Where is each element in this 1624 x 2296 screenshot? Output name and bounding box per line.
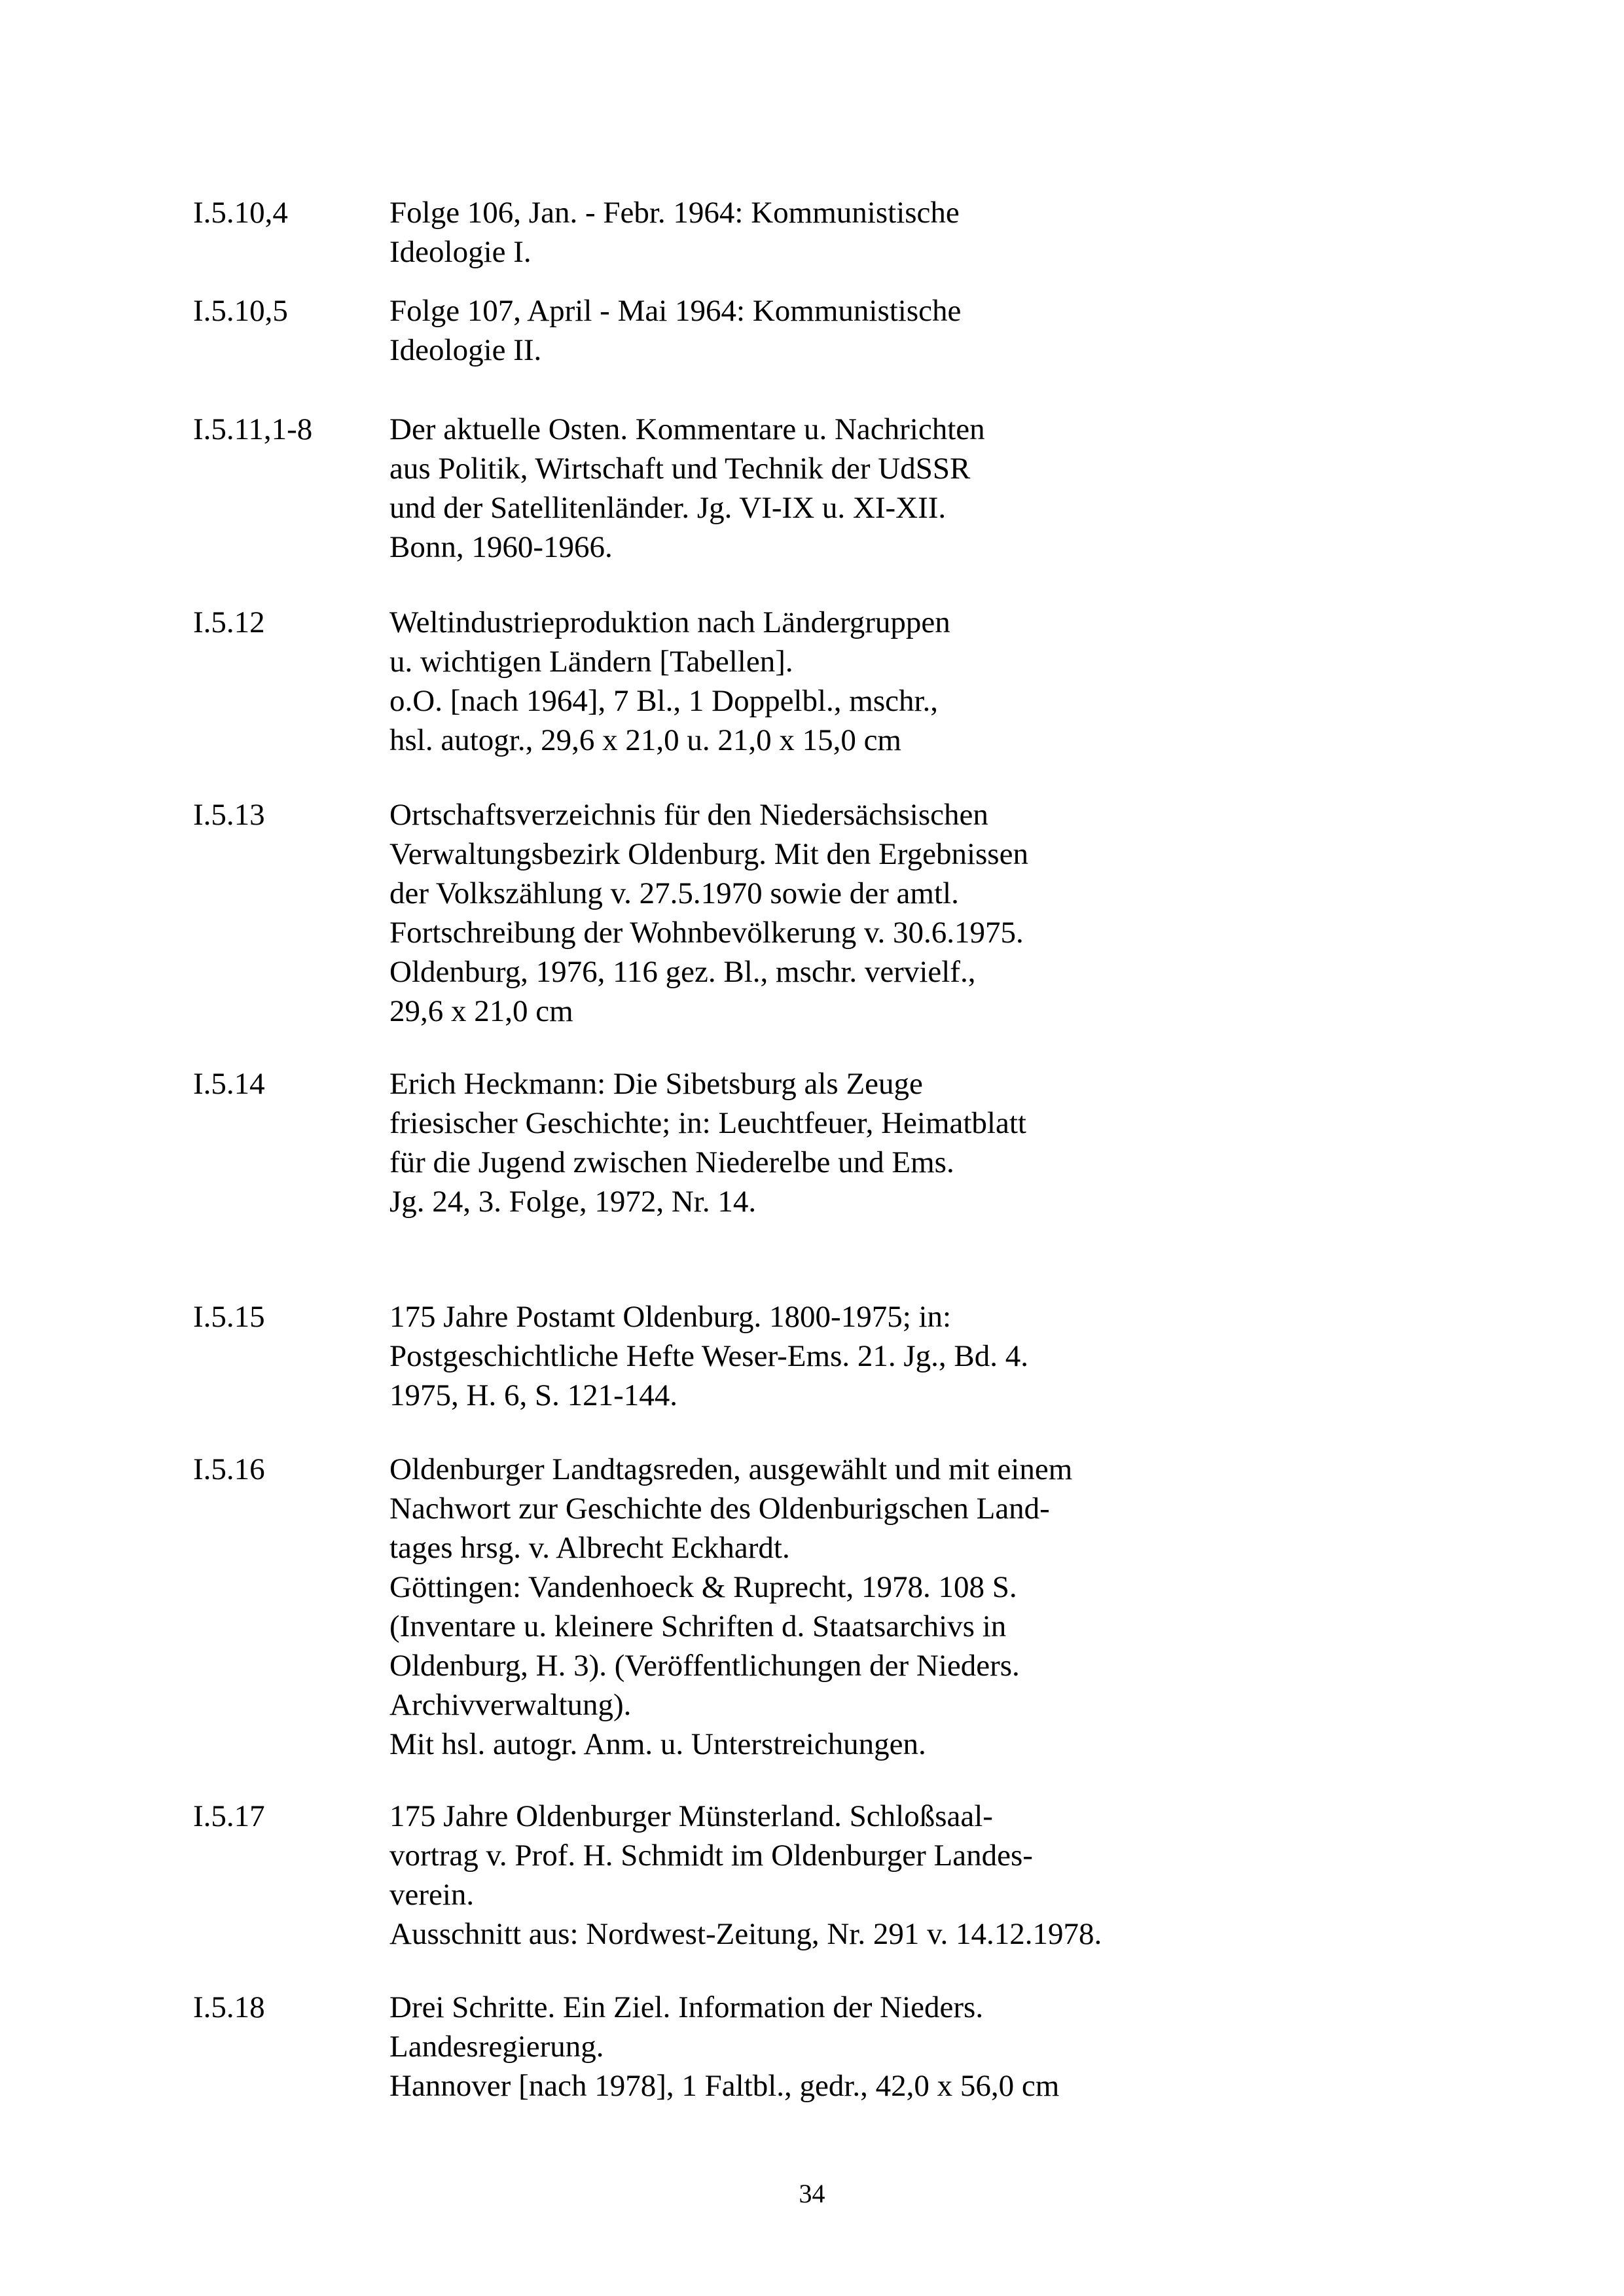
- entry-line: Mit hsl. autogr. Anm. u. Unterstreichungen.: [389, 1727, 926, 1761]
- entry-line: 1975, H. 6, S. 121-144.: [389, 1378, 677, 1412]
- entry-line: Verwaltungsbezirk Oldenburg. Mit den Ergebnissen: [389, 837, 1028, 871]
- entry-signature: I.5.10,5: [193, 294, 288, 328]
- entry-line: Postgeschichtliche Hefte Weser-Ems. 21. Jg., Bd. 4.: [389, 1339, 1029, 1373]
- entry-description: [389, 291, 1470, 370]
- entry-line: vortrag v. Prof. H. Schmidt im Oldenburger Landes-: [389, 1839, 1033, 1873]
- entry-line: Ideologie II.: [389, 333, 542, 367]
- entry-line: friesischer Geschichte; in: Leuchtfeuer, Heimatblatt: [389, 1106, 1026, 1140]
- entry-description: [389, 795, 1470, 1031]
- entry-description: [389, 1064, 1470, 1221]
- entry-line: Ausschnitt aus: Nordwest-Zeitung, Nr. 291 v. 14.12.1978.: [389, 1917, 1102, 1951]
- entry-description: [389, 410, 1470, 567]
- entry-line: aus Politik, Wirtschaft und Technik der UdSSR: [389, 452, 971, 486]
- entry-line: Bonn, 1960-1966.: [389, 530, 613, 564]
- entry-line: Erich Heckmann: Die Sibetsburg als Zeuge: [389, 1067, 923, 1101]
- entry-line: (Inventare u. kleinere Schriften d. Staatsarchivs in: [389, 1609, 1007, 1643]
- entry-line: Jg. 24, 3. Folge, 1972, Nr. 14.: [389, 1185, 757, 1219]
- entry-signature: I.5.12: [193, 605, 265, 639]
- entry-line: Drei Schritte. Ein Ziel. Information der Nieders.: [389, 1990, 984, 2024]
- entry-line: verein.: [389, 1878, 475, 1912]
- entry-signature: I.5.17: [193, 1799, 265, 1833]
- entry-description: [389, 1797, 1470, 1954]
- entry-signature: I.5.18: [193, 1990, 265, 2024]
- entry-line: Oldenburger Landtagsreden, ausgewählt und mit einem: [389, 1452, 1073, 1486]
- entry-line: Weltindustrieproduktion nach Ländergruppen: [389, 605, 950, 639]
- entry-line: tages hrsg. v. Albrecht Eckhardt.: [389, 1531, 790, 1565]
- entry-line: für die Jugend zwischen Niederelbe und Ems.: [389, 1145, 954, 1179]
- entry-line: u. wichtigen Ländern [Tabellen].: [389, 645, 793, 679]
- entry-line: Fortschreibung der Wohnbevölkerung v. 30.6.1975.: [389, 916, 1024, 950]
- entry-line: Folge 107, April - Mai 1964: Kommunistische: [389, 294, 962, 328]
- entry-signature: I.5.11,1-8: [193, 412, 313, 446]
- entry-description: [389, 603, 1470, 760]
- entry-line: der Volkszählung v. 27.5.1970 sowie der amtl.: [389, 876, 959, 910]
- entry-line: 175 Jahre Oldenburger Münsterland. Schloßsaal-: [389, 1799, 993, 1833]
- entry-signature: I.5.13: [193, 798, 265, 832]
- entry-signature: I.5.15: [193, 1300, 265, 1334]
- entry-line: Archivverwaltung).: [389, 1688, 632, 1722]
- entry-line: Folge 106, Jan. - Febr. 1964: Kommunistische: [389, 196, 960, 230]
- entry-line: Oldenburg, 1976, 116 gez. Bl., mschr. vervielf.,: [389, 955, 976, 989]
- entry-description: [389, 1450, 1470, 1764]
- entry-description: [389, 193, 1470, 272]
- page-number: 34: [799, 2179, 825, 2208]
- entry-line: Nachwort zur Geschichte des Oldenburigschen Land-: [389, 1492, 1050, 1526]
- entry-line: Ortschaftsverzeichnis für den Niedersächsischen: [389, 798, 988, 832]
- entry-description: [389, 1297, 1470, 1415]
- entry-line: Oldenburg, H. 3). (Veröffentlichungen der Nieders.: [389, 1649, 1020, 1683]
- entry-line: Göttingen: Vandenhoeck & Ruprecht, 1978. 108 S.: [389, 1570, 1017, 1604]
- entry-line: Hannover [nach 1978], 1 Faltbl., gedr., 42,0 x 56,0 cm: [389, 2069, 1060, 2103]
- entry-line: Ideologie I.: [389, 235, 532, 269]
- entry-line: Landesregierung.: [389, 2030, 604, 2064]
- entry-description: [389, 1988, 1470, 2106]
- entry-line: Der aktuelle Osten. Kommentare u. Nachrichten: [389, 412, 985, 446]
- entry-line: und der Satellitenländer. Jg. VI-IX u. XI-XII.: [389, 491, 947, 525]
- entry-line: o.O. [nach 1964], 7 Bl., 1 Doppelbl., mschr.,: [389, 684, 939, 718]
- entry-line: hsl. autogr., 29,6 x 21,0 u. 21,0 x 15,0 cm: [389, 723, 901, 757]
- entry-line: 175 Jahre Postamt Oldenburg. 1800-1975; in:: [389, 1300, 952, 1334]
- entry-signature: I.5.16: [193, 1452, 265, 1486]
- entry-line: 29,6 x 21,0 cm: [389, 994, 573, 1028]
- entry-signature: I.5.14: [193, 1067, 265, 1101]
- entry-signature: I.5.10,4: [193, 196, 288, 230]
